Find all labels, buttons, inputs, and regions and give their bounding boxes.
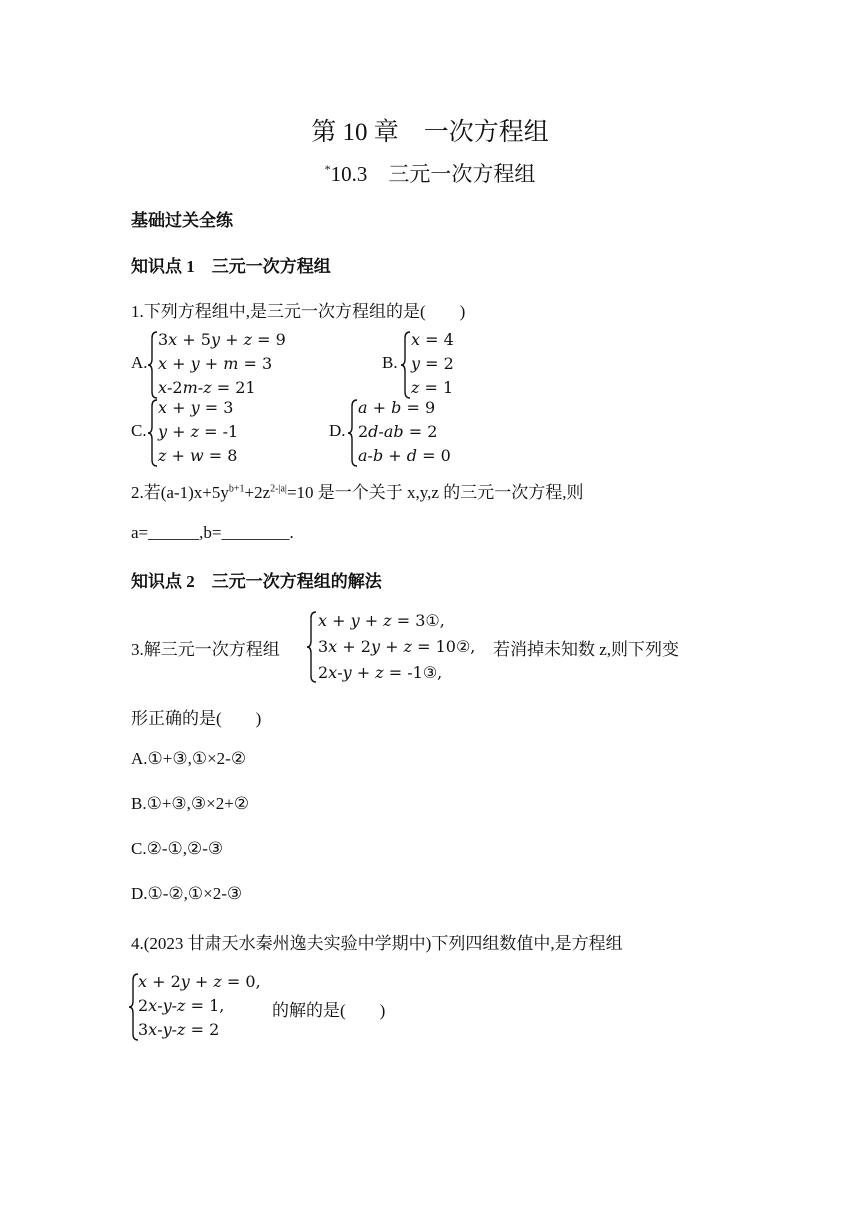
equation-line: 𝑥 = 4: [411, 330, 454, 349]
section-title: 10.3 三元一次方程组: [330, 162, 536, 186]
equation-line: 𝑧 + 𝑤 = 8: [158, 446, 238, 465]
question-3-system: [318, 608, 475, 686]
knowledge-point-1-heading: 知识点 1 三元一次方程组: [131, 257, 331, 276]
basic-practice-heading: 基础过关全练: [131, 211, 233, 230]
equation-line: 2𝑑-𝑎𝑏 = 2: [358, 422, 438, 441]
equation-line: 𝑥 + 2𝑦 + 𝑧 = 0,: [138, 972, 261, 991]
equation-line: 2𝑥-𝑦 + 𝑧 = -1③,: [318, 663, 443, 682]
equation-line: 3𝑥-𝑦-𝑧 = 2: [138, 1020, 220, 1039]
q1-option-d-label: D.: [329, 421, 346, 440]
equation-line: 𝑎 + 𝑏 = 9: [358, 398, 436, 417]
q3-option-d: D.①-②,①×2-③: [131, 884, 243, 903]
equation-line: 𝑥 + 𝑦 = 3: [158, 398, 234, 417]
equation-line: 𝑦 + 𝑧 = -1: [158, 422, 239, 441]
equation-line: 𝑧 = 1: [411, 378, 454, 397]
question-2-blanks: a=______,b=________.: [131, 523, 294, 542]
q1-option-c-label: C.: [131, 421, 147, 440]
question-3-suffix: 若消掉未知数 z,则下列变: [493, 640, 680, 659]
question-3-stem-end: 形正确的是( ): [131, 709, 262, 728]
question-4-system: [138, 970, 261, 1042]
equation-line: 2𝑥-𝑦-𝑧 = 1,: [138, 996, 225, 1015]
q3-option-b: B.①+③,③×2+②: [131, 794, 250, 813]
q3-option-c: C.②-①,②-③: [131, 839, 224, 858]
q1-option-c-system: [158, 396, 238, 468]
q2-exponent: b+1: [228, 483, 245, 495]
left-brace-icon: [306, 610, 318, 684]
q1-option-d-system: [358, 396, 451, 468]
equation-line: 𝑥 + 𝑦 + 𝑚 = 3: [158, 354, 273, 373]
equation-line: 𝑥-2𝑚-𝑧 = 21: [158, 378, 256, 397]
q1-option-b-label: B.: [382, 353, 398, 372]
chapter-title: 第 10 章 一次方程组: [311, 119, 549, 146]
equation-line: 𝑥 + 𝑦 + 𝑧 = 3①,: [318, 611, 445, 630]
question-3-prefix: 3.解三元一次方程组: [131, 640, 280, 659]
question-4-stem: 4.(2023 甘肃天水秦州逸夫实验中学期中)下列四组数值中,是方程组: [131, 934, 623, 953]
equation-line: 𝑎-𝑏 + 𝑑 = 0: [358, 446, 451, 465]
q2-exponent: 2-|a|: [270, 483, 287, 495]
q1-option-a-label: A.: [131, 353, 148, 372]
knowledge-point-2-heading: 知识点 2 三元一次方程组的解法: [131, 572, 382, 591]
section-star: *: [324, 162, 331, 176]
q1-option-a-system: [158, 328, 286, 400]
q2-text-part: 2.若(a-1)x+5y: [131, 483, 229, 502]
equation-line: 𝑦 = 2: [411, 354, 454, 373]
q2-text-part: =10 是一个关于 x,y,z 的三元一次方程,则: [286, 483, 584, 502]
q2-text-part: +2z: [244, 483, 271, 502]
question-1-stem: 1.下列方程组中,是三元一次方程组的是( ): [131, 302, 466, 321]
equation-line: 3𝑥 + 2𝑦 + 𝑧 = 10②,: [318, 637, 476, 656]
section-title-line: [0, 158, 860, 188]
q3-option-a: A.①+③,①×2-②: [131, 749, 247, 768]
equation-line: 3𝑥 + 5𝑦 + 𝑧 = 9: [158, 330, 286, 349]
question-2-stem: [131, 478, 583, 503]
q1-option-b-system: [411, 328, 454, 400]
question-4-suffix: 的解的是( ): [272, 1001, 386, 1020]
